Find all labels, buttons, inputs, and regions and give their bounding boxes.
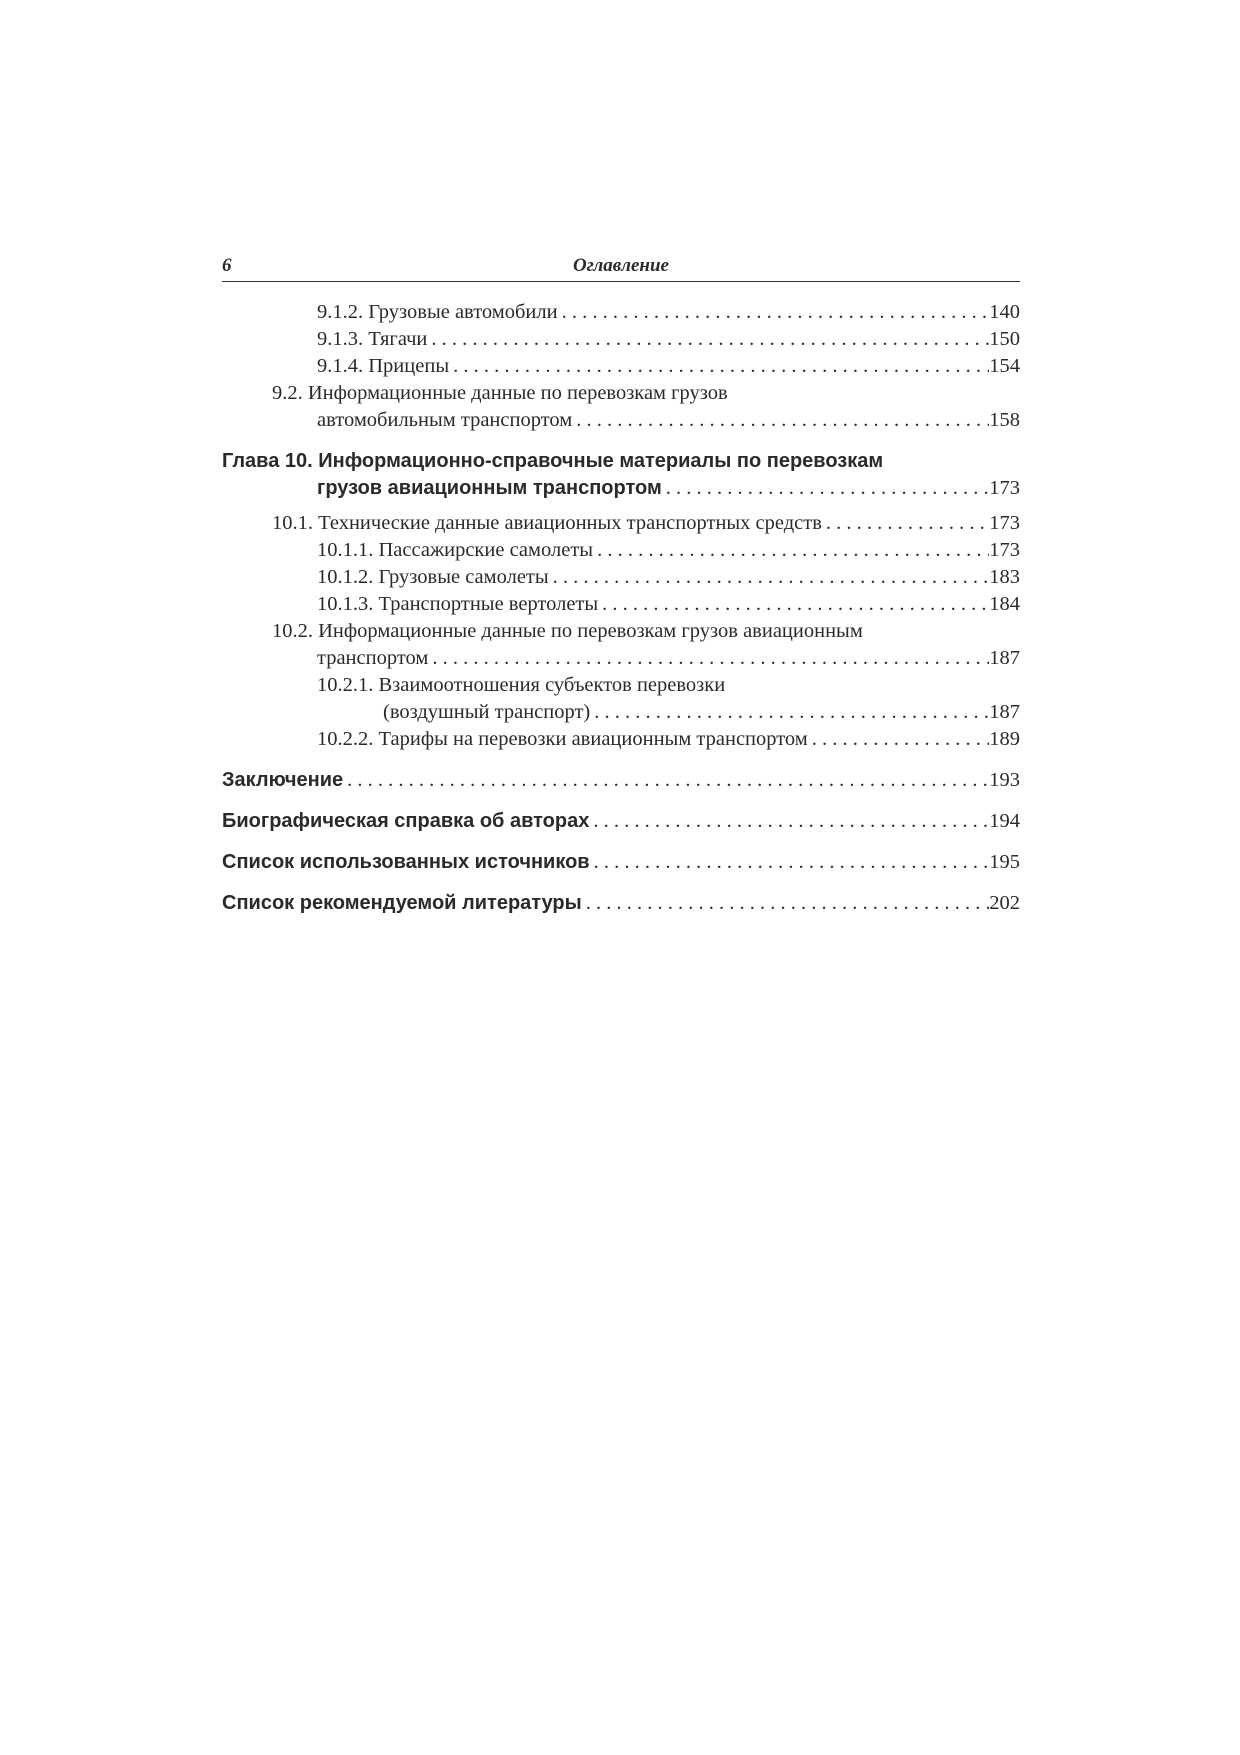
toc-entry-10-1-2[interactable] — [222, 564, 1020, 591]
chapter-title-line1: Глава 10. Информационно-справочные материалы по перевозкам — [222, 450, 884, 472]
toc-entry-9-1-4[interactable] — [222, 353, 1020, 380]
toc-entry-page: 187 — [989, 647, 1020, 669]
dot-leader — [558, 299, 990, 326]
toc-entry-10-1[interactable] — [222, 510, 1020, 537]
dot-leader — [598, 591, 989, 618]
toc-entry-title-line2: автомобильным транспортом — [317, 409, 573, 431]
toc-entry-title: Заключение — [222, 769, 344, 791]
toc-entry-conclusion[interactable] — [222, 767, 1020, 794]
toc-entry-title: 10.1.3. Транспортные вертолеты — [317, 593, 599, 615]
dot-leader — [808, 726, 989, 753]
toc-entry-title: 9.1.3. Тягачи — [317, 328, 428, 350]
toc-entry-page: 189 — [989, 728, 1020, 750]
toc-entry-title: 10.1.2. Грузовые самолеты — [317, 566, 549, 588]
toc-entry-9-1-2[interactable] — [222, 299, 1020, 326]
dot-leader — [582, 890, 990, 917]
toc-entry-title: Список рекомендуемой литературы — [222, 892, 582, 914]
toc-entry-page: 183 — [989, 566, 1020, 588]
toc-entry-10-2[interactable] — [222, 618, 1020, 672]
toc-entry-page: 158 — [989, 409, 1020, 431]
toc-entry-title: 10.1. Технические данные авиационных транспортных средств — [272, 512, 822, 534]
table-of-contents — [222, 299, 1020, 917]
dot-leader — [549, 564, 990, 591]
toc-entry-10-2-2[interactable] — [222, 726, 1020, 753]
dot-leader — [822, 510, 989, 537]
toc-entry-sources[interactable] — [222, 849, 1020, 876]
dot-leader — [589, 808, 989, 835]
toc-entry-title-line2: (воздушный транспорт) — [383, 701, 591, 723]
dot-leader — [662, 475, 989, 502]
toc-entry-title: 10.2.2. Тарифы на перевозки авиационным транспортом — [317, 728, 808, 750]
toc-entry-title: 9.1.4. Прицепы — [317, 355, 450, 377]
toc-entry-page: 202 — [989, 892, 1020, 914]
toc-entry-literature[interactable] — [222, 890, 1020, 917]
toc-entry-page: 173 — [989, 477, 1020, 499]
toc-entry-bio[interactable] — [222, 808, 1020, 835]
toc-entry-9-1-3[interactable] — [222, 326, 1020, 353]
toc-entry-page: 150 — [989, 328, 1020, 350]
toc-entry-title: 9.1.2. Грузовые автомобили — [317, 301, 558, 323]
running-title: Оглавление — [573, 255, 669, 276]
toc-entry-title-line2: транспортом — [317, 647, 429, 669]
dot-leader — [590, 849, 990, 876]
toc-entry-page: 195 — [989, 851, 1020, 873]
toc-entry-9-2[interactable] — [222, 380, 1020, 434]
toc-entry-page: 194 — [989, 810, 1020, 832]
page-header — [222, 253, 1020, 282]
dot-leader — [427, 326, 989, 353]
toc-entry-title: 10.1.1. Пассажирские самолеты — [317, 539, 594, 561]
toc-entry-page: 193 — [989, 769, 1020, 791]
toc-entry-10-2-1[interactable] — [222, 672, 1020, 726]
toc-entry-page: 154 — [989, 355, 1020, 377]
dot-leader — [593, 537, 989, 564]
dot-leader — [590, 699, 989, 726]
toc-entry-page: 140 — [989, 301, 1020, 323]
toc-entry-page: 173 — [989, 512, 1020, 534]
toc-entry-page: 173 — [989, 539, 1020, 561]
toc-chapter-10[interactable] — [222, 448, 1020, 502]
page-number: 6 — [222, 255, 232, 276]
toc-entry-title: Биографическая справка об авторах — [222, 810, 590, 832]
toc-entry-title-line1: 9.2. Информационные данные по перевозкам грузов — [272, 382, 728, 404]
toc-entry-page: 184 — [989, 593, 1020, 615]
dot-leader — [572, 407, 989, 434]
toc-entry-10-1-3[interactable] — [222, 591, 1020, 618]
dot-leader — [428, 645, 989, 672]
chapter-title-line2: грузов авиационным транспортом — [317, 477, 662, 499]
dot-leader — [343, 767, 989, 794]
toc-entry-title-line1: 10.2.1. Взаимоотношения субъектов перевозки — [317, 674, 726, 696]
toc-entry-page: 187 — [989, 701, 1020, 723]
toc-entry-title-line1: 10.2. Информационные данные по перевозкам грузов авиационным — [272, 620, 863, 642]
toc-entry-title: Список использованных источников — [222, 851, 590, 873]
dot-leader — [449, 353, 989, 380]
toc-entry-10-1-1[interactable] — [222, 537, 1020, 564]
